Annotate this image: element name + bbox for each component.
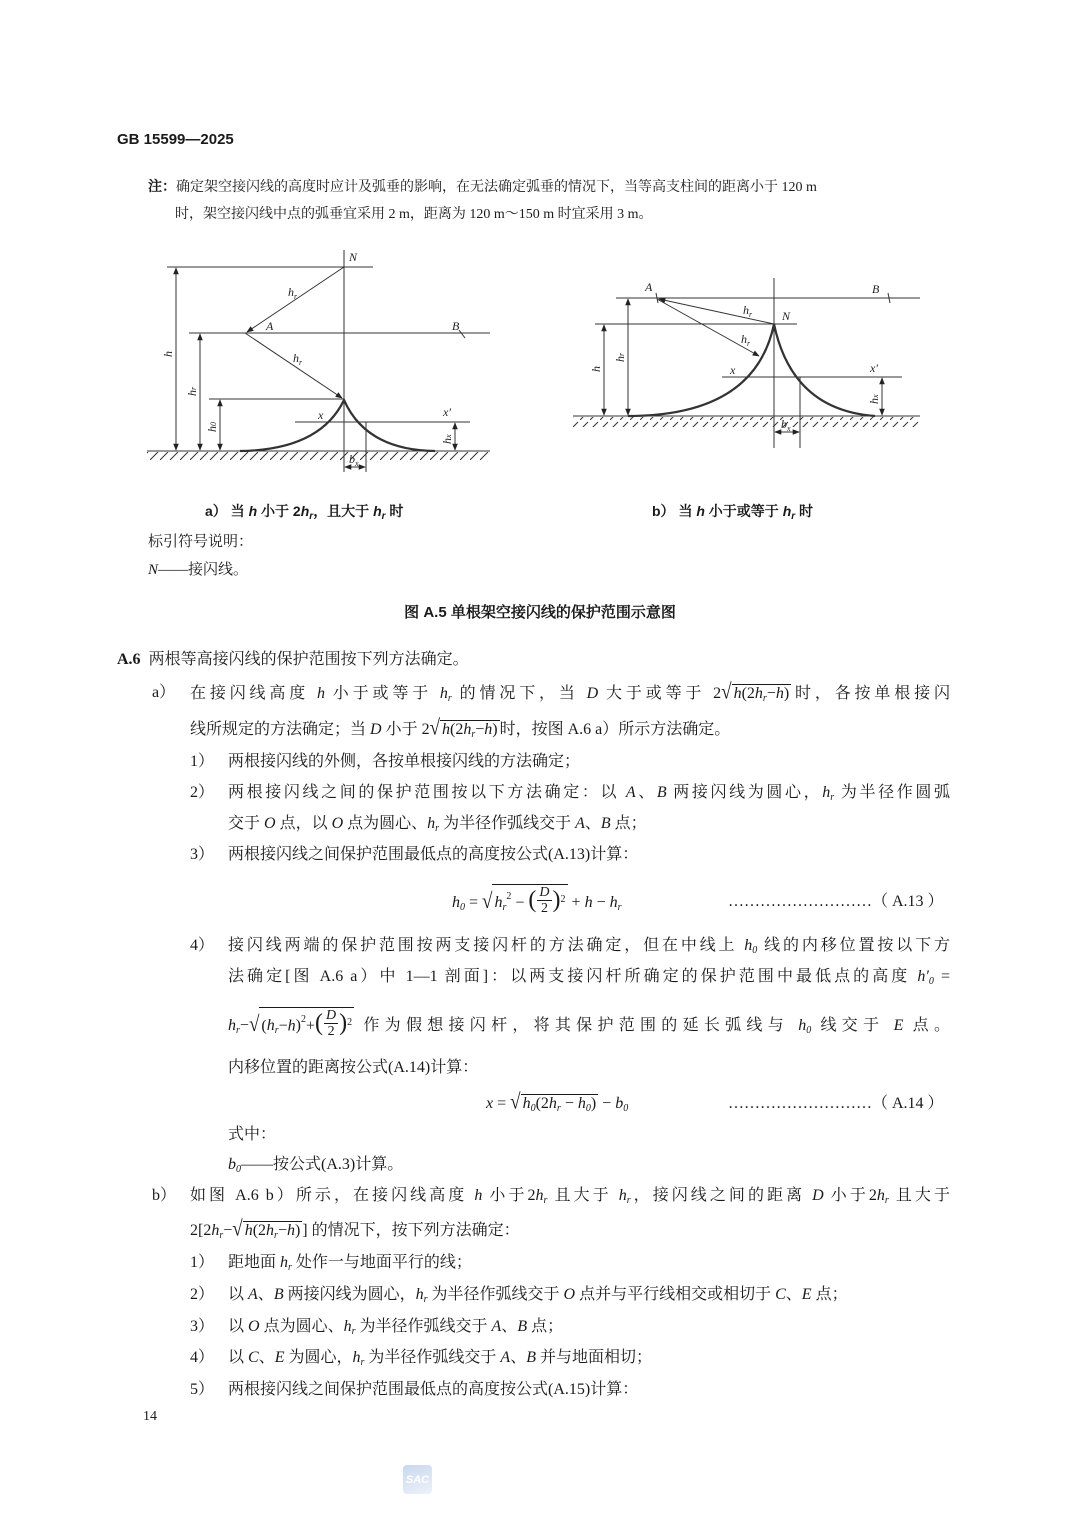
radicand: $h(2h_r-h)$ [440,720,500,744]
radical [510,1092,598,1118]
b-item-1-label: 1） [190,1254,215,1271]
label-b-hr-dim: hr [613,352,627,362]
subscript: r [884,1195,889,1206]
item-a-line-1: 在接闪线高度 h 小于或等于 $h_r$ 的情况下，当 D 大于或等于 2√ $h(2h_r-h)$ 时，各按单根接闪 [190,682,950,710]
figure-title: 图 A.5 单根架空接闪线的保护范围示意图 [404,604,676,621]
subscript: 0 [752,945,758,956]
math-symbol: O [563,1286,576,1303]
label-b-A: A [645,280,653,294]
math-symbol: $b_0$ [615,1095,629,1114]
math-symbol: $h_r$ [822,784,835,803]
math-symbol: $h_r$ [439,685,452,704]
denominator: 2 [540,900,548,916]
subscript: r [288,1262,292,1273]
math-symbol: $h_0$ [577,1095,591,1114]
numerator: D [539,884,550,900]
radical [232,1219,302,1245]
caption-a: a） 当 h 小于 $2h_r$，且大于 $h_r$ 时 [205,503,404,522]
math-symbol: h [584,894,593,911]
math-symbol: $h_r$ [352,1349,365,1368]
subscript: r [219,1230,224,1241]
item-b-line-1: 如图 A.6 b）所示，在接闪线高度 h 小于$2h_r$ 且大于 $h_r$，接闪线之间的距离 D 小于$2h_r$ 且大于 [190,1187,950,1206]
math-symbol: $h_r$ [754,685,767,704]
label-bx: $b_x$ [349,452,359,468]
subscript: r [423,1294,428,1305]
math-symbol: D [812,1187,824,1204]
subscript: r [309,511,314,522]
math-symbol: $h_r$ [876,1187,889,1206]
math-symbol: $h_r$ [782,503,796,522]
item-b-line-2: $2[2h_r-√$ $h(2h_r-h)$ ] 的情况下，按下列方法确定： [190,1219,520,1247]
math-symbol: h [775,685,784,702]
label-N: N [349,250,358,264]
page-number: 14 [143,1409,157,1424]
denominator: 2 [327,1023,335,1039]
subscript: r [447,693,452,704]
math-symbol: $h_r$ [618,1187,631,1206]
paren: ( [315,1010,323,1036]
item-a-label: a） [152,684,176,701]
a-item-3-text: 两根接闪线之间保护范围最低点的高度按公式(A.13)计算： [228,846,639,863]
subscript: r [617,902,622,913]
subscript: r [381,511,386,522]
exponent: 2 [560,894,566,905]
item-a-line-2: 线所规定的方法确定；当 D 小于 2√ $h(2h_r-h)$ 时，按图 A.6 a）所示方法确定。 [190,718,730,744]
math-symbol: h [474,1187,483,1204]
label-x-prime: x′ [443,405,451,419]
math-symbol: B [656,784,667,801]
label-hr-dim: hr [185,386,199,396]
a-item-4-line-4: 内移位置的距离按公式(A.14)计算： [228,1059,479,1076]
math-symbol: h [244,1222,253,1239]
label-b-hr-lower: $h_r$ [741,332,751,348]
superscript: 2 [300,1014,306,1025]
math-symbol: )$^2$ [295,1014,306,1034]
formula-a13-number: ………………………（ A.13 ） [728,893,944,910]
radical-sign: √ [429,716,441,741]
radicand: $h_r^2$ − ( $\frac{D}{2}$ ) 2 [494,884,566,916]
b-item-1-text: 距地面 $h_r$ 处作一与地面平行的线； [228,1254,472,1273]
label-b-hx: hx [867,394,881,404]
a-item-2-line-2: 交于 O 点，以 O 点为圆心、$h_r$ 为半径作弧线交于 A、B 点； [228,815,647,834]
section-heading [117,649,469,671]
math-symbol: h [484,721,493,738]
a-item-4-line-1: 接闪线两端的保护范围按两支接闪杆的方法确定，但在中线上 $h_0$ 线的内移位置按以下方 [228,937,950,956]
math-symbol: $h_r$ [373,503,386,522]
b-item-3-label: 3） [190,1318,215,1335]
math-symbol: $h_0$ [798,1017,812,1036]
subscript: r [471,729,476,740]
math-symbol: B [526,1349,536,1366]
label-b-N: N [782,309,791,323]
math-symbol: N [148,562,159,578]
subscript: r [351,1326,356,1337]
math-symbol: h [287,1017,296,1034]
radical-sign: √ [510,1090,521,1115]
label-hr-top: $h_r$ [288,285,298,301]
subscript: r [502,902,507,913]
math-symbol: $h_0$ [744,937,758,956]
caption-b: b） 当 h 小于或等于 $h_r$ 时 [652,503,814,522]
subscript: r [556,1103,561,1114]
b-item-5-text: 两根接闪线之间保护范围最低点的高度按公式(A.15)计算： [228,1381,639,1398]
math-symbol: $h_0$ [452,894,465,913]
math-symbol: E [274,1349,285,1366]
math-symbol: A [575,815,585,832]
where-label: 式中： [228,1126,277,1143]
b-item-5-label: 5） [190,1381,215,1398]
math-symbol: $h_r$ [609,894,622,913]
a-item-1-text: 两根接闪线的外侧，各按单根接闪线的方法确定； [228,753,581,770]
note-line-1: 确定架空接闪线的高度时应计及弧垂的影响，在无法确定弧垂的情况下，当等高支柱间的距离小于 120 m [176,180,817,195]
fraction [315,1008,352,1039]
label-b-x: x [730,363,736,377]
math-symbol: $h_r$ [463,721,476,740]
math-symbol: B [273,1286,284,1303]
math-symbol: A [248,1286,258,1303]
label-B: B [452,319,460,333]
fraction-body [324,1008,338,1039]
math-symbol: x [486,1095,494,1112]
radicand: $h(2h_r-h)$ [243,1221,303,1245]
subscript: 0 [460,902,465,913]
radical [249,1003,354,1048]
radical-sign: √ [721,680,732,705]
subscript: r [830,792,835,803]
math-symbol: $h'_0$ [917,968,934,987]
subscript: r [543,1195,548,1206]
math-symbol: A [625,784,636,801]
math-symbol: $b_0$ [228,1156,241,1175]
paren: ( [528,887,537,913]
numerator: D [326,1007,337,1023]
radical-sign: √ [232,1217,243,1242]
label-A: A [266,319,274,333]
label-hx: hx [440,434,454,444]
subscript: 0 [236,1164,241,1175]
math-symbol: $h_r$ [280,1254,292,1273]
label-b-bx: $b_x$ [781,417,791,433]
radicand: $h(2h_r-h)$ [732,684,792,708]
math-symbol: D [586,685,599,702]
math-symbol: h [316,685,325,702]
subscript: r [236,1025,240,1036]
radical-sign: √ [248,1012,260,1037]
math-symbol: $h_r$ [548,1095,561,1114]
section-number: A.6 [117,651,141,668]
formula-a14: x = √ $h_0(2h_r - h_0) - b_0$ [486,1092,628,1120]
math-symbol: $h_r$ [535,1187,548,1206]
a-item-2-line-1: 两根接闪线之间的保护范围按以下方法确定：以 A、B 两接闪线为圆心，$h_r$ 为半径作圆弧 [228,784,950,803]
math-symbol: $h_0$ [522,1095,536,1114]
math-symbol: E [801,1286,812,1303]
math-symbol: C [248,1349,259,1366]
math-symbol: $h_r$ [343,1318,356,1337]
subscript: r [274,1230,278,1241]
math-symbol: E [893,1017,904,1034]
math-symbol: h [696,503,705,519]
math-symbol: h [733,685,742,702]
b-item-4-text: 以 C、E 为圆心，$h_r$ 为半径作弧线交于 A、B 并与地面相切； [228,1349,653,1368]
a-item-3-label: 3） [190,846,215,863]
subscript: r [791,511,796,522]
note-label-text: 注： [148,180,176,195]
document-header: GB 15599—2025 [117,131,234,148]
subscript: 0 [530,1103,536,1114]
math-symbol: $h_r$ [228,1017,240,1036]
b-item-3-text: 以 O 点为圆心、$h_r$ 为半径作弧线交于 A、B 点； [228,1318,564,1337]
radical [482,880,568,925]
math-symbol: $h_r$ [300,503,314,522]
math-symbol: B [600,815,611,832]
math-symbol: A [500,1349,511,1366]
math-symbol: $h_r$ [266,1222,278,1241]
figure-a-diagram [0,0,1080,500]
note-line-2: 时，架空接闪线中点的弧垂宜采用 2 m，距离为 120 m～150 m 时宜采用 3 m。 [175,207,653,222]
radicand: $(h_r-h)^2+$ ( $\frac{D}{2}$ ) 2 [261,1007,353,1039]
subscript: 0 [928,976,934,987]
math-symbol: C [775,1286,786,1303]
where-item: $b_0——$按公式(A.3)计算。 [228,1156,404,1175]
math-symbol: $h_r^2$ [494,891,512,913]
a-item-4-line-2: 法确定[图 A.6 a）中 1—1 剖面]：以两支接闪杆所确定的保护范围中最低点的高度 $h'_0$ = [228,968,950,987]
math-symbol: h [442,721,451,738]
math-symbol: h [248,503,258,519]
math-symbol: $h_r$ [266,1017,279,1036]
subscript: r [360,1357,365,1368]
a-item-4-label: 4） [190,937,215,954]
section-title: 两根等高接闪线的保护范围按下列方法确定。 [148,651,469,668]
label-hr-lower: $h_r$ [293,351,303,367]
math-symbol: O [331,815,344,832]
legend-title: 标引符号说明： [148,534,254,550]
label-h: h [161,351,175,357]
math-symbol: $h_r$ [427,815,440,834]
subscript: r [435,823,440,834]
radicand: $h_0(2h_r - h_0)$ [521,1094,599,1118]
formula-a14-number: ………………………（ A.14 ） [728,1095,944,1112]
superscript: 2 [506,891,512,902]
subscript: 0 [623,1103,629,1114]
label-b-B: B [872,282,880,296]
subscript: 0 [806,1025,812,1036]
subscript: r [626,1195,631,1206]
fraction-body [537,885,551,916]
label-b-x-prime: x′ [870,361,878,375]
math-symbol: $h_r$ [211,1222,224,1241]
math-symbol: h [286,1222,295,1239]
b-item-2-text: 以 A、B 两接闪线为圆心，$h_r$ 为半径作弧线交于 O 点并与平行线相交或相切于 C、E 点； [228,1286,848,1305]
radical [430,718,500,744]
subscript: 0 [585,1103,591,1114]
formula-a13: $h_0$ = √ $h_r^2$ − ( $\frac{D}{2}$ ) 2 + $h - h_r$ [452,880,622,930]
label-x: x [318,408,324,422]
item-b-label: b） [152,1187,177,1204]
math-symbol: D [370,721,382,738]
subscript: r [762,693,767,704]
math-symbol: $h_r$ [415,1286,428,1305]
a-item-4-line-3: $h_r-√$ $(h_r-h)^2+$ ( $\frac{D}{2}$ ) 2 作为假想接闪杆，将其保护范围的延长弧线与 $h_0$ 线交于 E 点。 [228,1003,950,1053]
radical [721,682,791,708]
label-b-h: h [589,366,603,372]
b-item-4-label: 4） [190,1349,215,1366]
fraction [528,885,565,916]
math-symbol: O [248,1318,260,1335]
paren: ) [339,1010,348,1036]
math-symbol: A [491,1318,502,1335]
label-b-hr-top: $h_r$ [743,303,753,319]
paren: ) [552,887,561,913]
a-item-2-label: 2） [190,784,215,801]
legend-item: N——接闪线。 [148,562,249,578]
math-symbol: O [264,815,276,832]
math-symbol: B [517,1318,528,1335]
radical-sign: √ [482,889,493,914]
exponent: 2 [347,1017,353,1028]
subscript: r [274,1025,279,1036]
b-item-2-label: 2） [190,1286,215,1303]
label-h0: h0 [205,422,219,432]
sac-watermark-logo: SAC [403,1465,432,1494]
a-item-1-label: 1） [190,753,215,770]
